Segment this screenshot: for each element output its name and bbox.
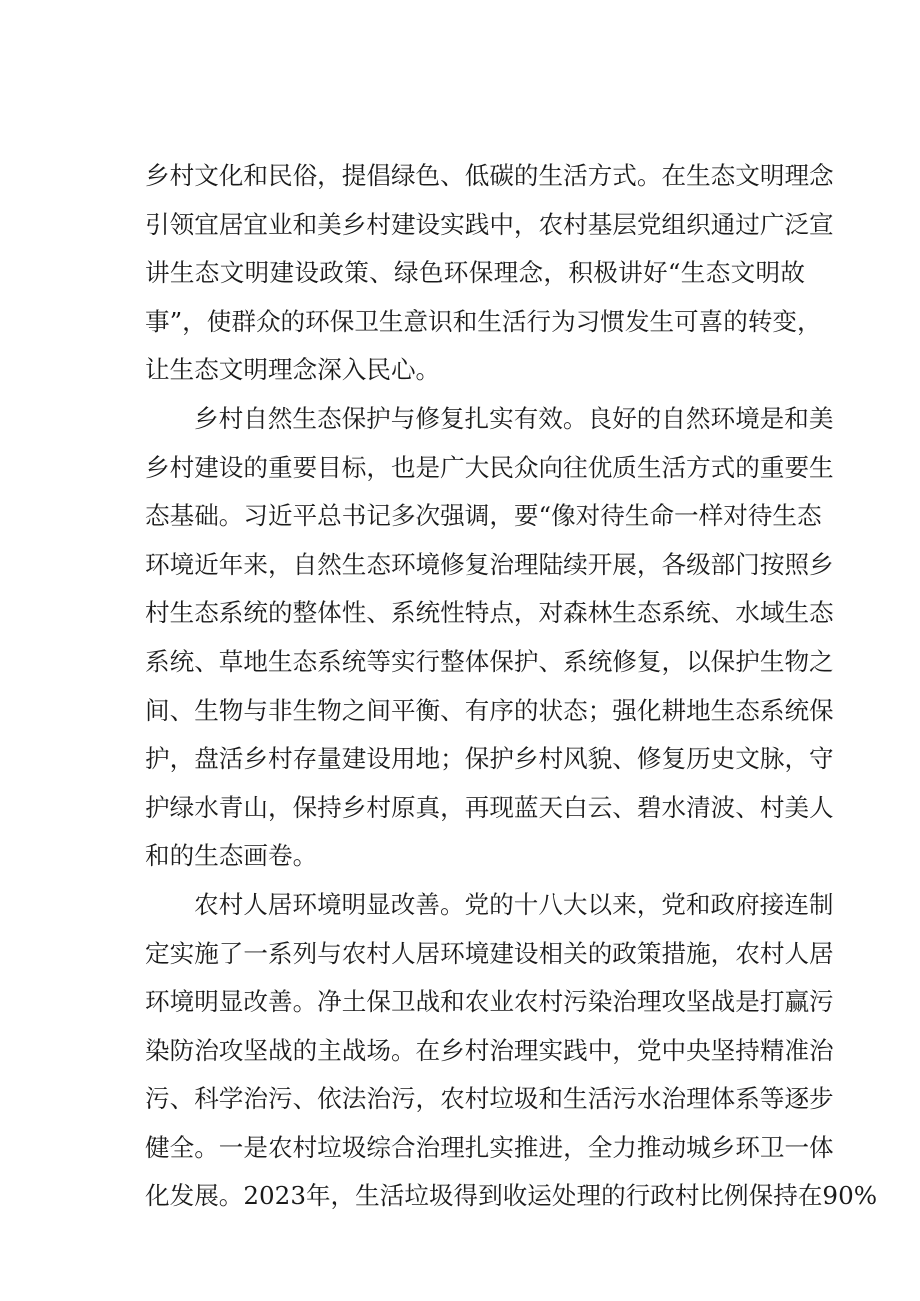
paragraph-3-line-2: 定实施了一系列与农村人居环境建设相关的政策措施，农村人居 bbox=[145, 938, 834, 968]
paragraph-3-line-5: 污、科学治污、依法治污，农村垃圾和生活污水治理体系等逐步 bbox=[145, 1084, 834, 1114]
paragraph-2-line-6: 系统、草地生态系统等实行整体保护、系统修复，以保护生物之 bbox=[145, 646, 834, 676]
paragraph-2-line-3: 态基础。习近平总书记多次强调，要“像对待生命一样对待生态 bbox=[145, 501, 822, 531]
paragraph-1-line-5: 让生态文明理念深入民心。 bbox=[145, 355, 441, 385]
paragraph-2-line-1: 乡村自然生态保护与修复扎实有效。良好的自然环境是和美 bbox=[194, 403, 834, 433]
paragraph-2-line-4: 环境近年来，自然生态环境修复治理陆续开展，各级部门按照乡 bbox=[145, 549, 834, 579]
paragraph-3-line-3: 环境明显改善。净土保卫战和农业农村污染治理攻坚战是打赢污 bbox=[145, 987, 834, 1017]
paragraph-2-line-2: 乡村建设的重要目标，也是广大民众向往优质生活方式的重要生 bbox=[145, 452, 834, 482]
paragraph-1-line-1: 乡村文化和民俗，提倡绿色、低碳的生活方式。在生态文明理念 bbox=[145, 161, 834, 190]
paragraph-3-line-7: 化发展。2023年，生活垃圾得到收运处理的行政村比例保持在90% bbox=[145, 1181, 878, 1211]
paragraph-2-line-10: 和的生态画卷。 bbox=[145, 841, 318, 871]
document-body bbox=[145, 152, 878, 1221]
paragraph-3-line-1: 农村人居环境明显改善。党的十八大以来，党和政府接连制 bbox=[194, 889, 834, 919]
paragraph-2-line-8: 护，盘活乡村存量建设用地；保护乡村风貌、修复历史文脉，守 bbox=[145, 744, 834, 774]
paragraph-2-line-7: 间、生物与非生物之间平衡、有序的状态；强化耕地生态系统保 bbox=[145, 695, 834, 725]
paragraph-3-line-6: 健全。一是农村垃圾综合治理扎实推进，全力推动城乡环卫一体 bbox=[145, 1132, 834, 1162]
paragraph-1-line-3: 讲生态文明建设政策、绿色环保理念，积极讲好“生态文明故 bbox=[145, 258, 805, 288]
paragraph-1-line-2: 引领宜居宜业和美乡村建设实践中，农村基层党组织通过广泛宣 bbox=[145, 209, 834, 239]
paragraph-2-line-5: 村生态系统的整体性、系统性特点，对森林生态系统、水域生态 bbox=[145, 598, 834, 628]
paragraph-1-line-4: 事”，使群众的环保卫生意识和生活行为习惯发生可喜的转变， bbox=[145, 306, 822, 336]
paragraph-3-line-4: 染防治攻坚战的主战场。在乡村治理实践中，党中央坚持精准治 bbox=[145, 1035, 834, 1065]
paragraph-2-line-9: 护绿水青山，保持乡村原真，再现蓝天白云、碧水清波、村美人 bbox=[145, 792, 834, 822]
